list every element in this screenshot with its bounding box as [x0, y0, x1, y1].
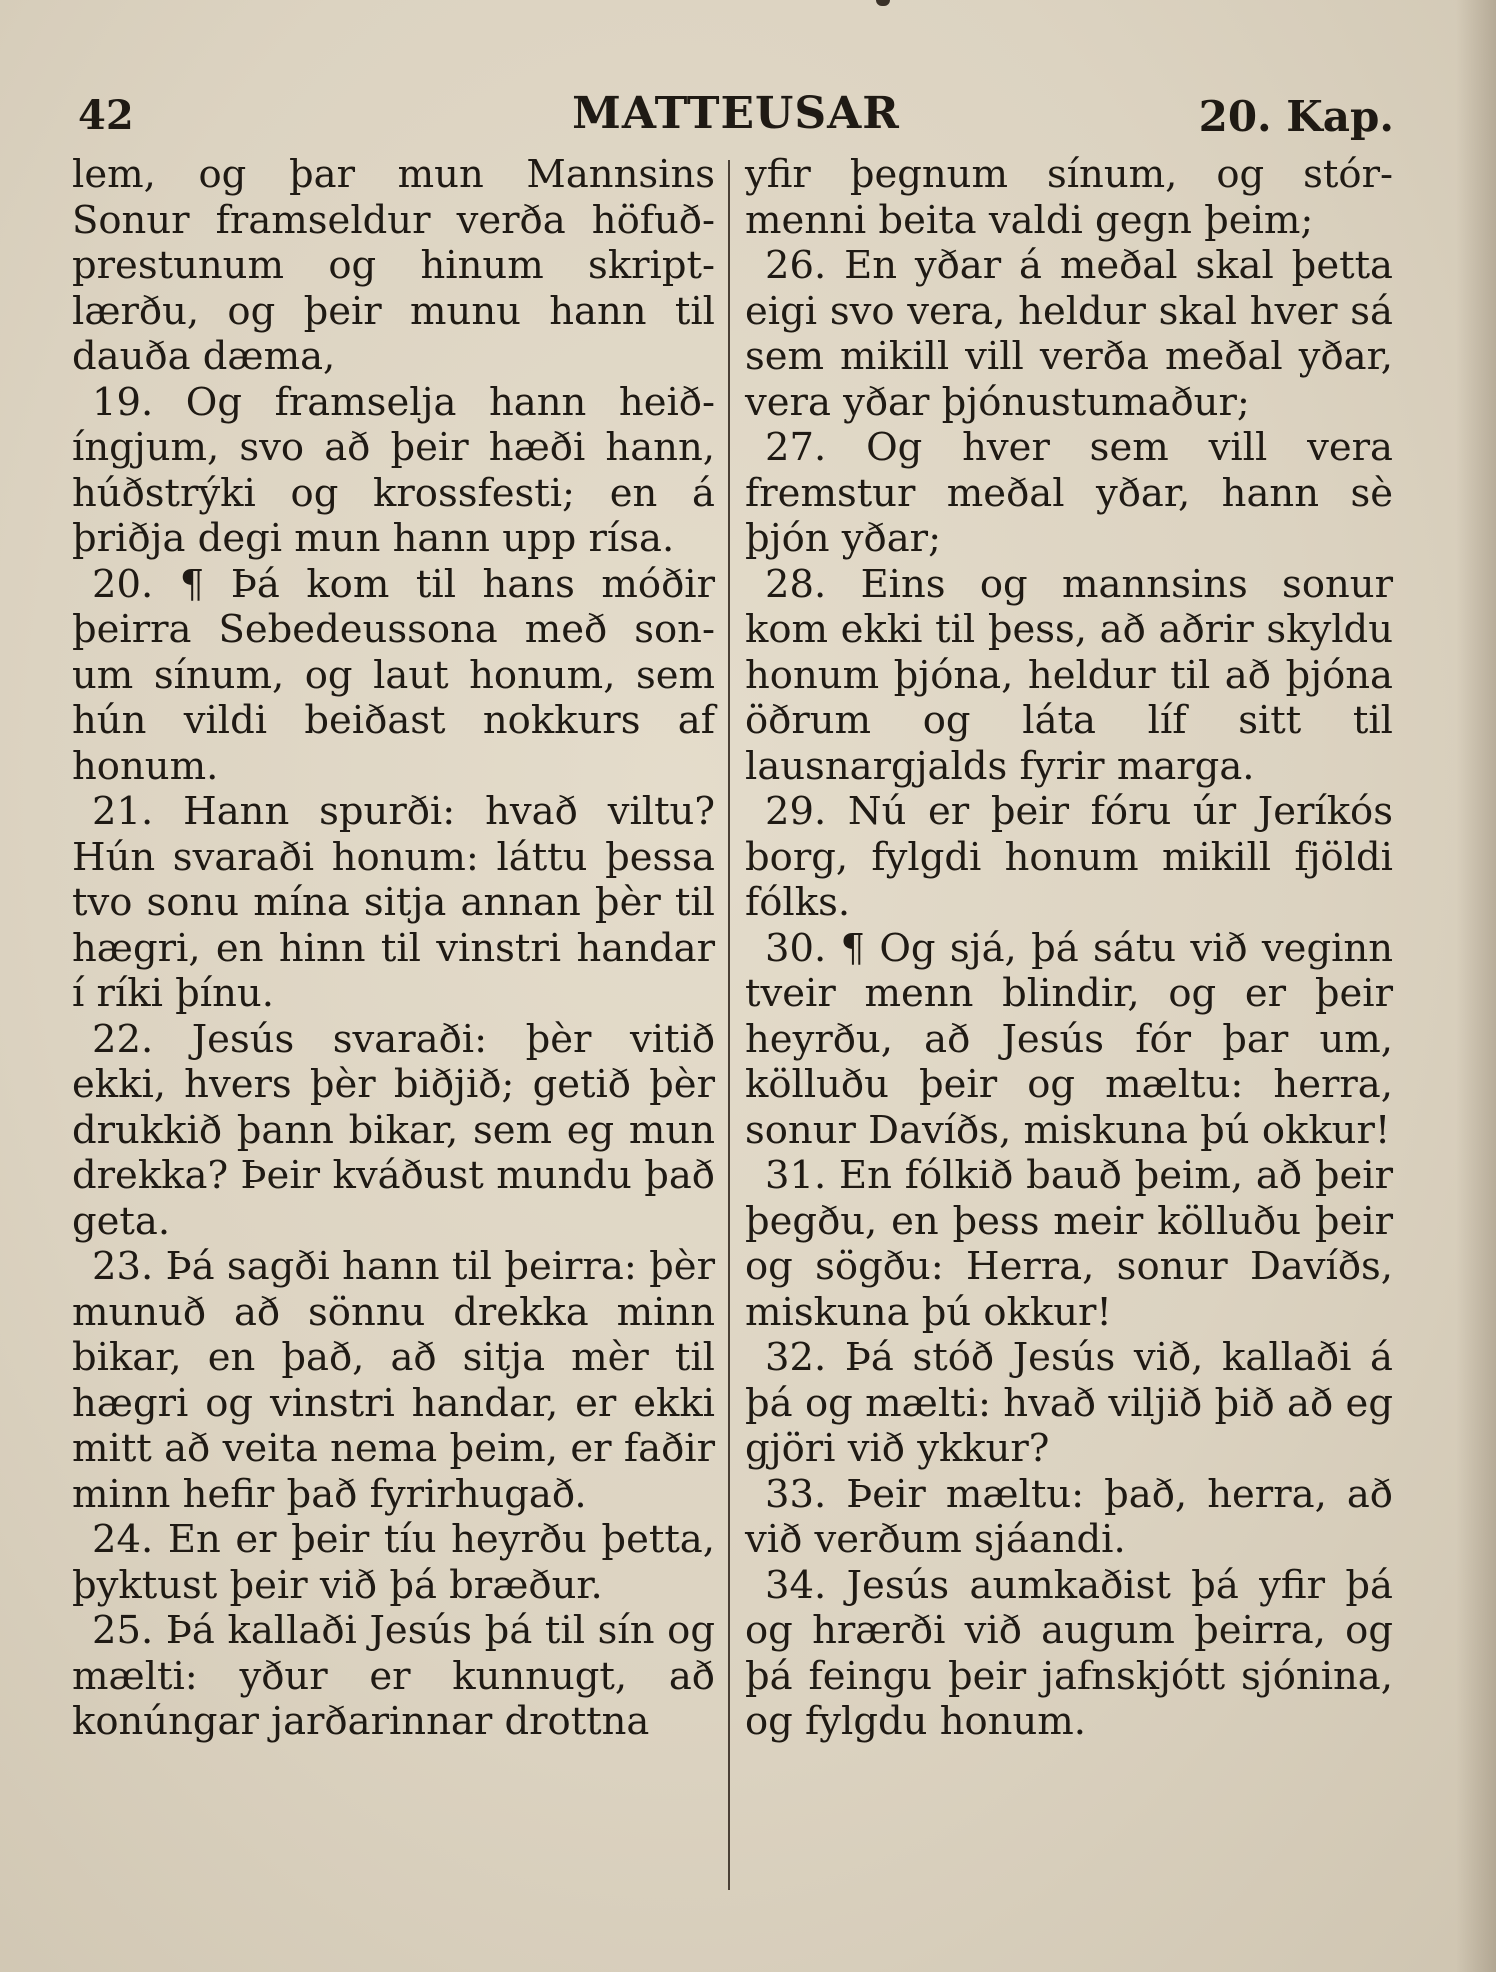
- verse-31: 31. En fólkið bauð þeim, að þeir þegðu, en þess meir kölluðu þeir og sögðu: Herra, sonur Davíðs, miskuna þú okkur!: [745, 1153, 1393, 1335]
- binding-mark: [876, 0, 890, 6]
- continuation-text: yfir þegnum sínum, og stórmenni beita valdi gegn þeim;: [745, 152, 1393, 243]
- verse-22: 22. Jesús svaraði: þèr vitið ekki, hvers þèr biðjið; getið þèr drukkið þann bikar, sem eg mun drekka? Þeir kváðust mundu það geta.: [72, 1016, 715, 1244]
- verse-28: 28. Eins og mannsins sonur kom ekki til þess, að aðrir skyldu honum þjóna, heldur til að þjóna öðrum og láta líf sitt til lausnargjalds fyrir marga.: [745, 561, 1393, 789]
- chapter-label: 20. Kap.: [1198, 92, 1394, 141]
- verse-24: 24. En er þeir tíu heyrðu þetta, þyktust þeir við þá bræður.: [72, 1517, 715, 1608]
- verse-19: 19. Og framselja hann heiðíngjum, svo að þeir hæði hann, húðstrýki og krossfesti; en á þriðja degi mun hann upp rísa.: [72, 379, 715, 561]
- verse-29: 29. Nú er þeir fóru úr Jeríkós borg, fylgdi honum mikill fjöldi fólks.: [745, 789, 1393, 925]
- left-column: [72, 152, 715, 1745]
- verse-26: 26. En yðar á meðal skal þetta eigi svo vera, heldur skal hver sá sem mikill vill verða meðal yðar, vera yðar þjónustumaður;: [745, 243, 1393, 425]
- verse-30: 30. ¶ Og sjá, þá sátu við veginn tveir menn blindir, og er þeir heyrðu, að Jesús fór þar um, kölluðu þeir og mæltu: herra, sonur Davíðs, miskuna þú okkur!: [745, 925, 1393, 1153]
- verse-33: 33. Þeir mæltu: það, herra, að við verðum sjáandi.: [745, 1471, 1393, 1562]
- verse-20: 20. ¶ Þá kom til hans móðir þeirra Sebedeussona með sonum sínum, og laut honum, sem hún vildi beiðast nokkurs af honum.: [72, 561, 715, 789]
- book-title: MATTEUSAR: [572, 88, 900, 139]
- verse-21: 21. Hann spurði: hvað viltu? Hún svaraði honum: láttu þessa tvo sonu mína sitja annan þèr til hægri, en hinn til vinstri handar í ríki þínu.: [72, 789, 715, 1016]
- verse-34: 34. Jesús aumkaðist þá yfir þá og hrærði við augum þeirra, og þá feingu þeir jafnskjótt sjónina, og fylgdu honum.: [745, 1562, 1393, 1744]
- running-head: [78, 88, 1394, 144]
- verse-32: 32. Þá stóð Jesús við, kallaði á þá og mælti: hvað viljið þið að eg gjöri við ykkur?: [745, 1335, 1393, 1471]
- right-column: [745, 152, 1393, 1745]
- page-number: 42: [78, 92, 134, 139]
- verse-23: 23. Þá sagði hann til þeirra: þèr munuð að sönnu drekka minn bikar, en það, að sitja mèr til hægri og vinstri handar, er ekki mitt að veita nema þeim, er faðir minn hefir það fyrirhugað.: [72, 1244, 715, 1517]
- verse-25: 25. Þá kallaði Jesús þá til sín og mælti: yður er kunnugt, að konúngar jarðarinnar drottna: [72, 1608, 715, 1744]
- continuation-text: lem, og þar mun Mannsins Sonur framseldur verða höfuðprestunum og hinum skriptlærðu, og þeir munu hann til dauða dæma,: [72, 152, 715, 379]
- page-edge-shadow: [1456, 0, 1496, 1972]
- verse-27: 27. Og hver sem vill vera fremstur meðal yðar, hann sè þjón yðar;: [745, 425, 1393, 561]
- column-divider: [728, 160, 730, 1890]
